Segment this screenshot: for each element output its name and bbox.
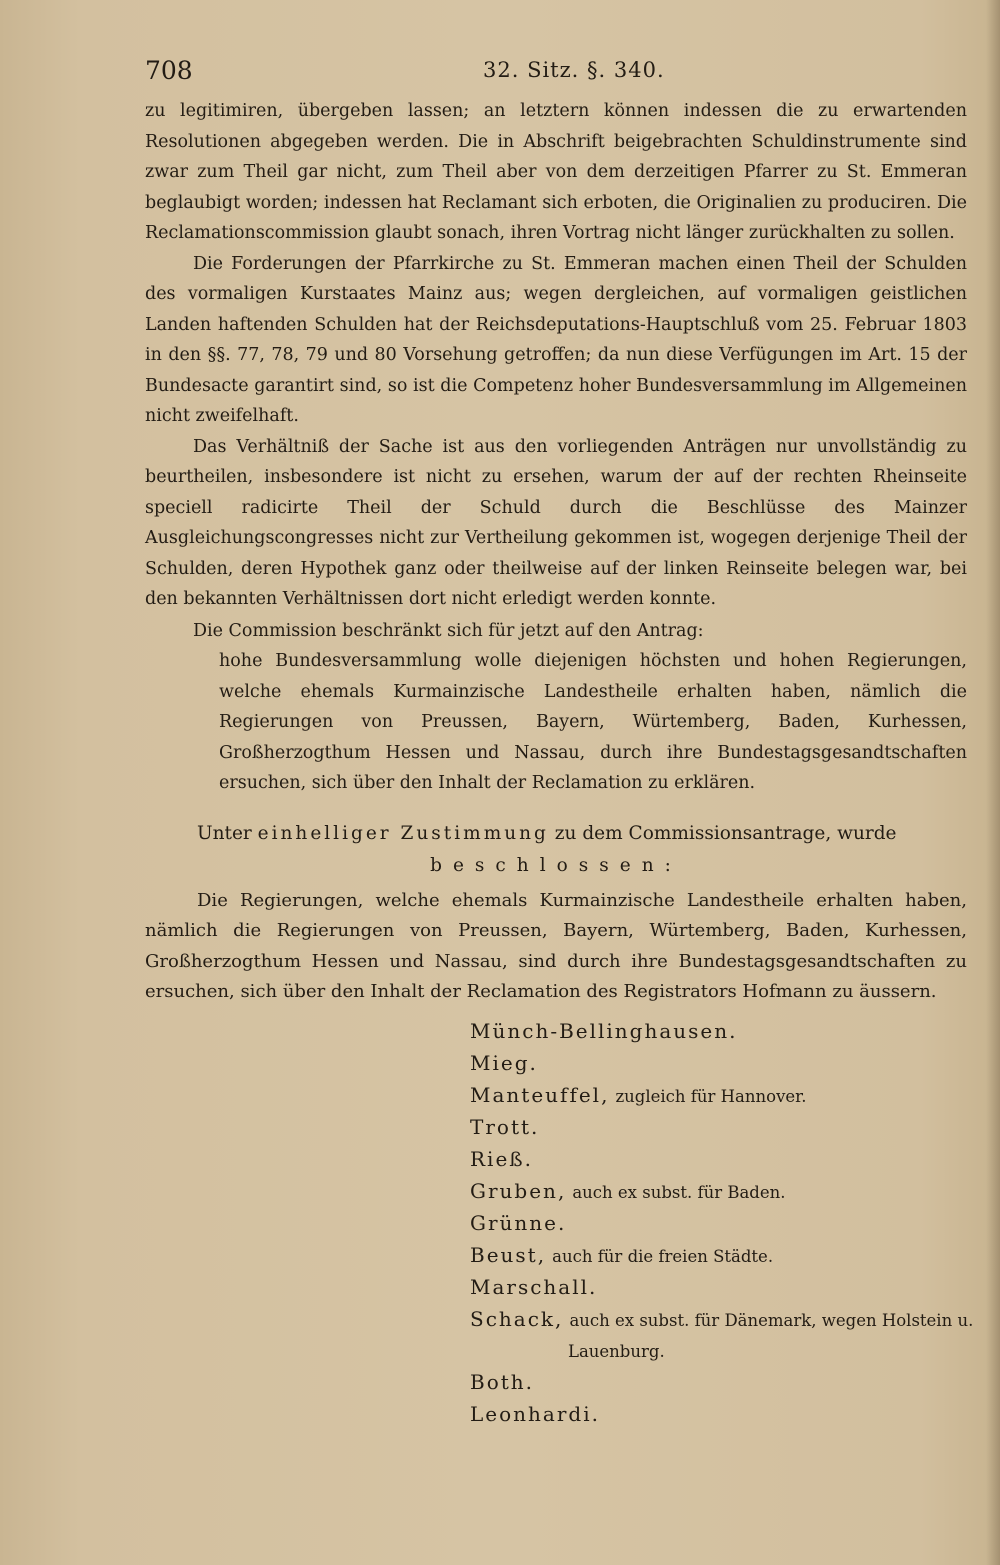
signature-entry (470, 1112, 990, 1144)
signature-entry (470, 1144, 990, 1176)
signatory-name: Gruben, (470, 1179, 567, 1203)
signature-list (470, 1016, 990, 1431)
page-header (145, 56, 965, 96)
signature-entry (470, 1399, 990, 1431)
signatory-note: auch ex subst. für Dänemark, wegen Holstein u. (569, 1311, 974, 1330)
decided-heading: beschlossen: (430, 855, 682, 876)
signatory-note-continuation: Lauenburg. (568, 1342, 665, 1361)
signature-entry (470, 1367, 990, 1399)
signatory-note: auch für die freien Städte. (552, 1247, 774, 1266)
signatory-name: Mieg. (470, 1051, 538, 1075)
paragraph-continuation: zu legitimiren, übergeben lassen; an letztern können indessen die zu erwartenden Resolutionen abgegeben werden. Die in Abschrift beigebrachten Schuldinstrumente sind zwar zum Theil gar nicht, zum Theil aber von dem derzeitigen Pfarrer zu St. Emmeran beglaubigt worden; indessen hat Reclamant sich erboten, die Originalien zu produciren. Die Reclamationscommission glaubt sonach, ihren Vortrag nicht länger zurückhalten zu sollen. (145, 101, 967, 243)
signature-entry (470, 1208, 990, 1240)
signature-entry (470, 1080, 990, 1112)
body-text (145, 96, 967, 1008)
signatory-name: Schack, (470, 1307, 564, 1331)
signatory-name: Rieß. (470, 1147, 534, 1171)
signatory-name: Trott. (470, 1115, 540, 1139)
page-number: 708 (145, 56, 193, 85)
decision-suffix: zu dem Commissionsantrage, wurde (554, 822, 897, 844)
decision-prefix: Unter (197, 822, 252, 844)
signature-entry (470, 1272, 990, 1304)
signature-entry (470, 1048, 990, 1080)
signatory-note: zugleich für Hannover. (615, 1087, 807, 1106)
paragraph-circumstances: Das Verhältniß der Sache ist aus den vorliegenden Anträgen nur unvollständig zu beurtheilen, insbesondere ist nicht zu ersehen, warum der auf der rechten Rheinseite speciell radicirte Theil der Schuld durch die Beschlüsse des Mainzer Ausgleichungscongresses nicht zur Vertheilung gekommen ist, wogegen derjenige Theil der Schulden, deren Hypothek ganz oder theilweise auf der linken Reinseite belegen war, bei den bekannten Verhältnissen dort nicht erledigt werden konnte. (145, 436, 967, 609)
commission-proposal: hohe Bundesversammlung wolle diejenigen höchsten und hohen Regierungen, welche ehemals Kurmainzische Landestheile erhalten haben, nämlich die Regierungen von Preussen, Bayern, Würtemberg, Baden, Kurhessen, Großherzogthum Hessen und Nassau, durch ihre Bundestagsgesandtschaften ersuchen, sich über den Inhalt der Reclamation zu erklären. (219, 651, 967, 793)
paragraph-claims: Die Forderungen der Pfarrkirche zu St. Emmeran machen einen Theil der Schulden des vormaligen Kurstaates Mainz aus; wegen dergleichen, auf vormaligen geistlichen Landen haftenden Schulden hat der Reichsdeputations-Hauptschluß vom 25. Februar 1803 in den §§. 77, 78, 79 und 80 Vorsehung getroffen; da nun diese Verfügungen im Art. 15 der Bundesacte garantirt sind, so ist die Competenz hoher Bundesversammlung im Allgemeinen nicht zweifelhaft. (145, 253, 967, 426)
decision-emphasis: einhelliger Zustimmung (257, 822, 549, 844)
signatory-name: Grünne. (470, 1211, 567, 1235)
signatory-name: Manteuffel, (470, 1083, 610, 1107)
signatory-note: auch ex subst. für Baden. (572, 1183, 786, 1202)
signatory-name: Leonhardi. (470, 1402, 600, 1426)
resolution-text: Die Regierungen, welche ehemals Kurmainzische Landestheile erhalten haben, nämlich die Regierungen von Preussen, Bayern, Würtemberg, Baden, Kurhessen, Großherzogthum Hessen und Nassau, sind durch ihre Bundestagsgesandtschaften zu ersuchen, sich über den Inhalt der Reclamation des Registrators Hofmann zu äussern. (145, 889, 967, 1002)
signatory-name: Marschall. (470, 1275, 598, 1299)
signature-entry (470, 1304, 990, 1336)
signature-entry (470, 1016, 990, 1048)
signatory-name: Beust, (470, 1243, 547, 1267)
commission-intro: Die Commission beschränkt sich für jetzt auf den Antrag: (193, 620, 704, 641)
running-head: 32. Sitz. §. 340. (483, 58, 665, 82)
decision-line (145, 819, 967, 850)
signatory-name: Münch-Bellinghausen. (470, 1019, 738, 1043)
signature-entry (470, 1240, 990, 1272)
signatory-name: Both. (470, 1370, 535, 1394)
signature-entry (470, 1176, 990, 1208)
